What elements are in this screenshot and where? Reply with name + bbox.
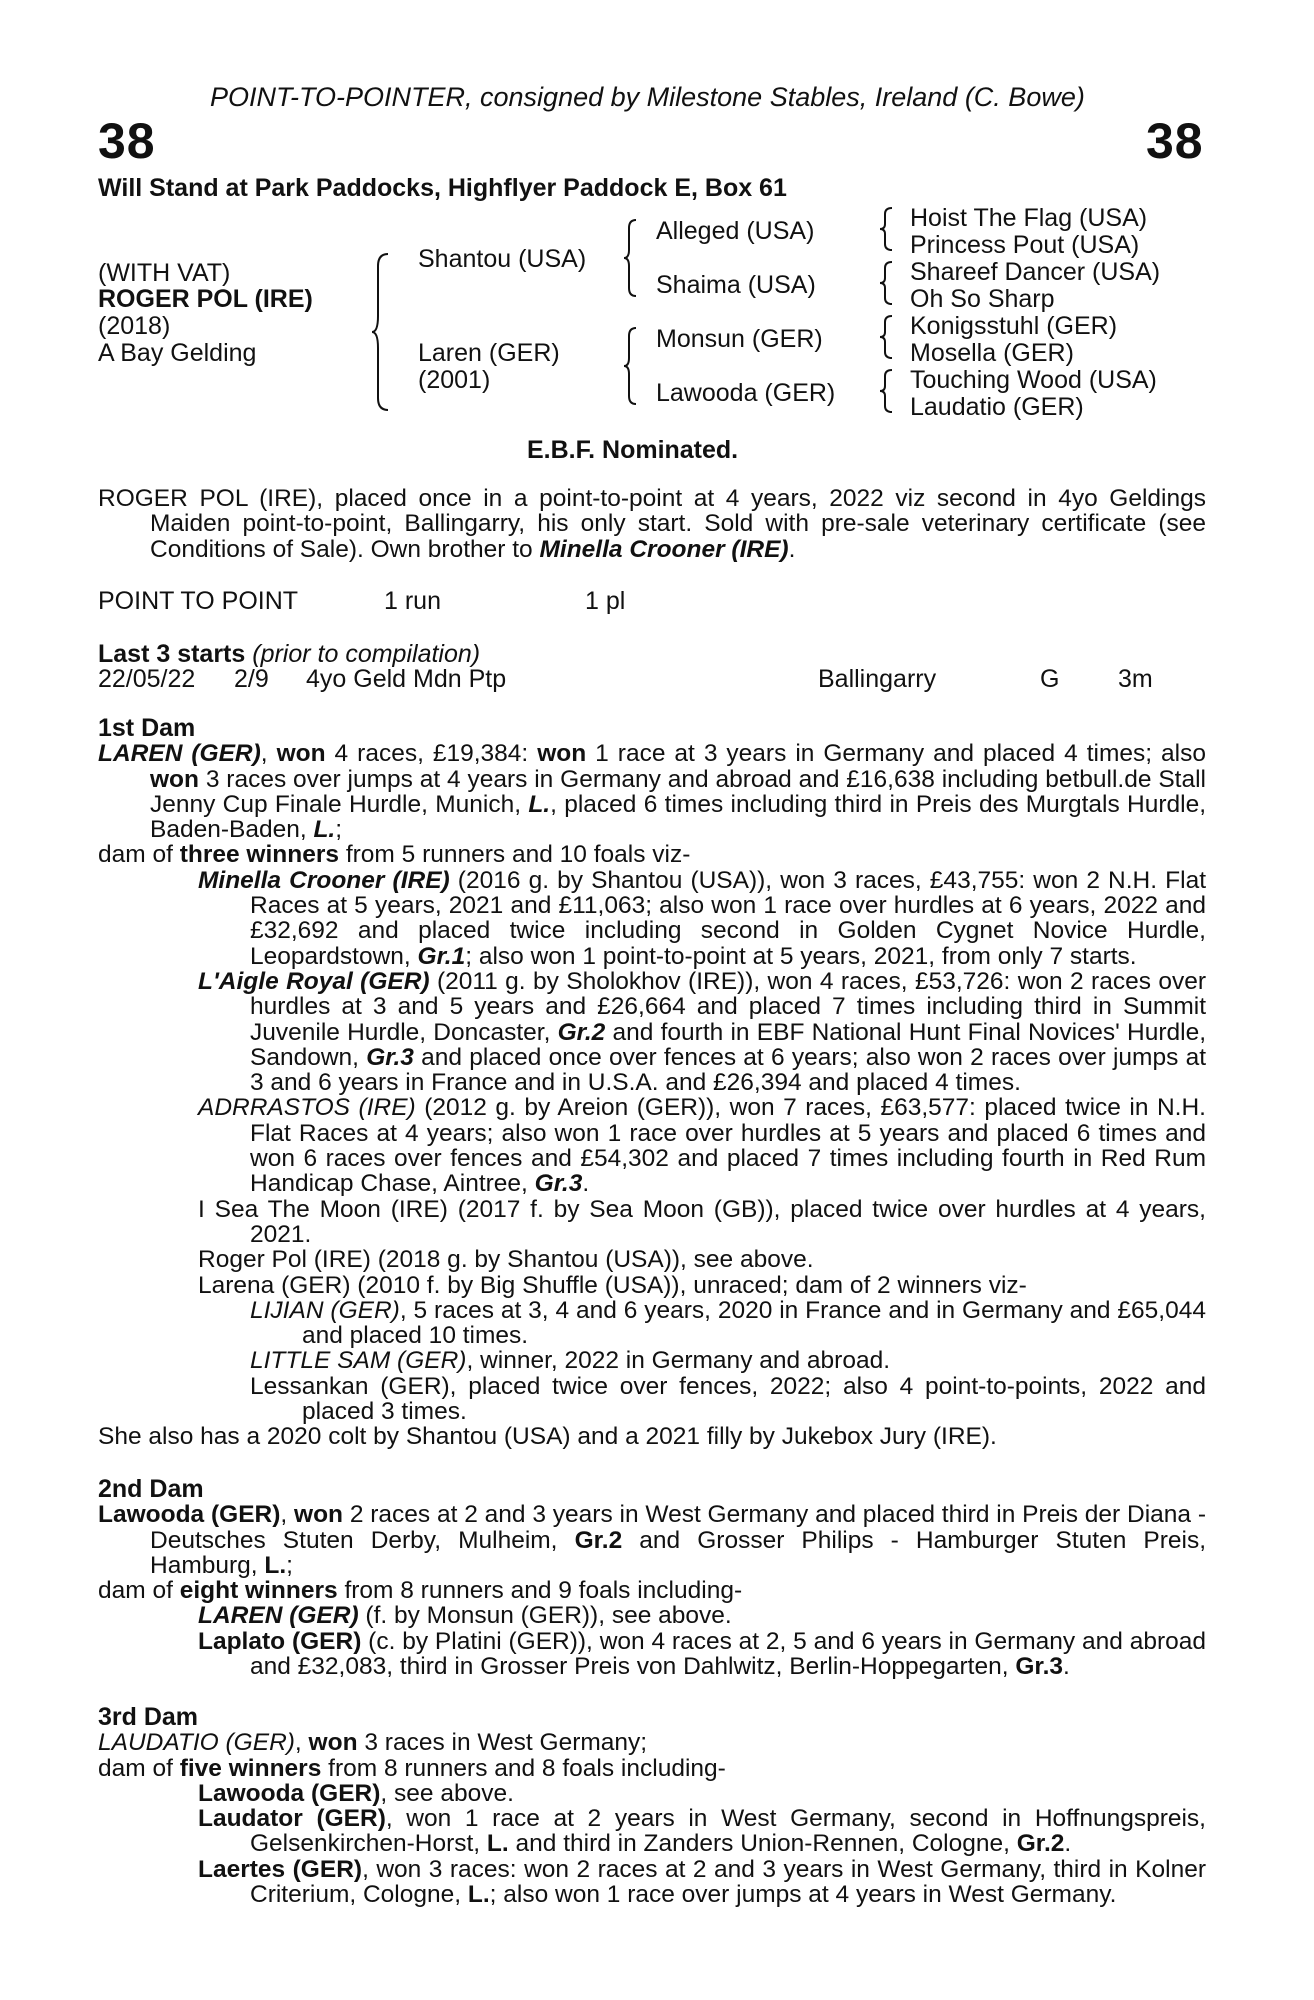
summary-brother: Minella Crooner (IRE) — [539, 535, 789, 563]
grade-mark: Gr.2 — [557, 1018, 606, 1046]
dam-dam-name: Lawooda (GER) — [656, 379, 836, 407]
gen3-3: Shareef Dancer (USA) — [910, 258, 1161, 286]
pedigree-brace-sire — [622, 218, 640, 298]
pedigree-brace-g4 — [878, 368, 896, 414]
dam-name: Laren (GER) — [418, 339, 560, 367]
grade-mark: Gr.2 — [1016, 1830, 1065, 1858]
stand-location: Will Stand at Park Paddocks, Highflyer Paddock E, Box 61 — [98, 174, 787, 202]
dam-of-text: from 8 runners and 8 foals including- — [321, 1754, 726, 1782]
ebf-nominated: E.B.F. Nominated. — [527, 436, 739, 464]
dam-of-winners: eight winners — [179, 1577, 338, 1605]
gen3-2: Princess Pout (USA) — [910, 231, 1140, 259]
foal-text: , see above. — [380, 1779, 514, 1807]
dam-of-text: from 8 runners and 9 foals including- — [337, 1577, 743, 1605]
first-dam-section: 1st Dam LAREN (GER), won 4 races, £19,384: won 1 race at 3 years in Germany and placed 4 times; also won 3 races over jumps at 4 years in Germany and abroad and £16,638 including betbull.de Stall Jenny Cup Finale Hurdle, Munich, L., placed 6 times including third in Preis des Murgtals Hurdle, Baden-Baden, L.; dam of three winners from 5 runners and 10 foals viz- Minella Crooner (IRE) (2016 g. by Shantou (USA)), won 3 races, £43,755: won 2 N.H. Flat Races at 5 years, 2021 and £11,063; also won 1 race over hurdles at 6 years, 2022 and £32,692 and placed twice including second in Golden Cygnet Novice Hurdle, Leopardstown, Gr.1; also won 1 point-to-point at 5 years, 2021, from only 7 starts. L'Aigle Royal (GER) (2011 g. by Sholokhov (IRE)), won 4 races, £53,726: won 2 races over hurdles at 3 and 5 years and £26,664 and placed 7 times including third in Summit Juvenile Hurdle, Doncaster, Gr.2 and fourth in EBF National Hunt Final Novices' Hurdle, Sandown, Gr.3 and placed once over fences at 6 years; also won 2 races over jumps at 3 and 6 years in France and in U.S.A. and £26,394 and placed 4 times. ADRRASTOS (IRE) (2012 g. by Areion (GER)), won 7 races, £63,577: placed twice in N.H. Flat Races at 4 years; also won 1 race over hurdles at 5 years and placed 6 times and won 6 races over fences and £54,302 and placed 7 times including fourth in Red Rum Handicap Chase, Aintree, Gr.3. I Sea The Moon (IRE) (2017 f. by Sea Moon (GB)), placed twice over hurdles at 4 years, 2021. Roger Pol (IRE) (2018 g. by Shantou (USA)), see above. Larena (GER) (2010 f. by Big Shuffle (USA)), unraced; dam of 2 winners viz- LIJIAN (GER), 5 races at 3, 4 and 6 years, 2020 in France and in Germany and £65,044 and placed 10 times. LITTLE SAM (GER), winner, 2022 in Germany and abroad. Lessankan (GER), placed twice over fences, 2022; also 4 point-to-points, 2022 and placed 3 times. She also has a 2020 colt by Shantou (USA) and a 2021 filly by Jukebox Jury (IRE). — [98, 714, 1207, 1451]
first-dam-title: 1st Dam — [98, 714, 196, 742]
second-dam-section: 2nd Dam Lawooda (GER), won 2 races at 2 and 3 years in West Germany and placed third in Preis der Diana - Deutsches Stuten Derby, Mulheim, Gr.2 and Grosser Philips - Hamburger Stuten Preis, Hamburg, L.; dam of eight winners from 8 runners and 9 foals including- LAREN (GER) (f. by Monsun (GER)), see above. Laplato (GER) (c. by Platini (GER)), won 4 races at 2, 5 and 6 years in Germany and abroad and £32,083, third in Grosser Preis von Dahlwitz, Berlin-Hoppegarten, Gr.3. — [98, 1475, 1206, 1681]
consignment-line: POINT-TO-POINTER, consigned by Milestone Stables, Ireland (C. Bowe) — [210, 82, 1085, 112]
third-dam-section: 3rd Dam LAUDATIO (GER), won 3 races in West Germany; dam of five winners from 8 runners and 8 foals including- Lawooda (GER), see above. Laudator (GER), won 1 race at 2 years in West Germany, second in Hoffnungspreis, Gelsenkirchen-Horst, L. and third in Zanders Union-Rennen, Cologne, Gr.2. Laertes (GER), won 3 races: won 2 races at 2 and 3 years in West Germany, third in Kolner Criterium, Cologne, L.; also won 1 race over jumps at 4 years in West Germany. — [98, 1703, 1206, 1909]
start-row-going: G — [1040, 665, 1060, 693]
foal-name: LAREN (GER) — [198, 1602, 359, 1630]
lot-number-left: 38 — [98, 113, 156, 169]
won-label: won — [276, 740, 326, 768]
foal-text: . — [1063, 1653, 1070, 1681]
grandfoal-text: , 5 races at 3, 4 and 6 years, 2020 in France and in Germany and £65,044 and placed 10 times. — [302, 1296, 1206, 1350]
dam1-text: ; — [335, 816, 343, 844]
start-row-date: 22/05/22 — [98, 665, 196, 693]
foal-name: Laudator (GER) — [198, 1805, 386, 1833]
second-dam-title: 2nd Dam — [98, 1475, 204, 1503]
summary-text: ROGER POL (IRE), placed once in a point-to-point at 4 years, 2022 viz second in 4yo Geldings Maiden point-to-point, Ballingarry, his only start. Sold with pre-sale veterinary certificate (see Conditions of Sale). Own brother to — [98, 485, 1206, 563]
gen3-7: Touching Wood (USA) — [910, 366, 1157, 394]
horse-name: ROGER POL (IRE) — [98, 285, 313, 313]
third-dam-name: LAUDATIO (GER) — [98, 1729, 295, 1757]
pedigree-brace-main — [370, 252, 392, 412]
summary-end: . — [788, 535, 796, 563]
grade-mark: Gr.3 — [366, 1043, 414, 1071]
grandfoal-entry: Lessankan (GER), placed twice over fences, 2022; also 4 point-to-points, 2022 and placed 3 times. — [250, 1372, 1206, 1426]
sire-dam-name: Shaima (USA) — [656, 271, 816, 299]
foal-text: and third in Zanders Union-Rennen, Cologne, — [508, 1830, 1017, 1858]
dam-sire-name: Monsun (GER) — [656, 325, 823, 353]
grandfoal-name: LIJIAN (GER) — [250, 1296, 400, 1324]
foal-entry: Larena (GER) (2010 f. by Big Shuffle (USA)), unraced; dam of 2 winners viz- — [198, 1271, 1027, 1299]
foal-text: ; also won 1 point-to-point at 5 years, 2021, from only 7 starts. — [465, 942, 1137, 970]
foal-text: (2011 g. by Sholokhov (IRE)), won 4 races, £53,726: won 2 races over hurdles at 3 and 5 years and £26,664 and placed 7 times including third in Summit Juvenile Hurdle, Doncaster, — [250, 967, 1206, 1046]
listed-mark: L. — [528, 790, 551, 818]
third-dam-title: 3rd Dam — [98, 1703, 199, 1731]
listed-mark: L. — [486, 1830, 509, 1858]
gen3-8: Laudatio (GER) — [910, 393, 1084, 421]
sire-sire-name: Alleged (USA) — [656, 217, 815, 245]
won-label: won — [294, 1501, 344, 1529]
dam1-text: , placed 6 times including third in Preis des Murgtals Hurdle, Baden-Baden, — [150, 790, 1206, 844]
grade-mark: Gr.3 — [534, 1170, 583, 1198]
dam-of-text: from 5 runners and 10 foals viz- — [339, 841, 691, 869]
dam2-text: 2 races at 2 and 3 years in West Germany and placed third in Preis der Diana - Deutsches Stuten Derby, Mulheim, — [150, 1501, 1206, 1554]
sire-name: Shantou (USA) — [418, 245, 587, 273]
pedigree-brace-g1 — [878, 206, 896, 252]
start-row-race: 4yo Geld Mdn Ptp — [306, 665, 507, 693]
dam2-text: ; — [286, 1551, 293, 1579]
foal-text: (f. by Monsun (GER)), see above. — [358, 1602, 732, 1630]
foal-text: . — [582, 1170, 590, 1198]
foal-text: ; also won 1 race over jumps at 4 years in West Germany. — [489, 1881, 1117, 1909]
dam-of-winners: three winners — [179, 841, 340, 869]
won-label: won — [150, 765, 199, 793]
start-row-course: Ballingarry — [818, 665, 937, 693]
dam2-text: and Grosser Philips - Hamburger Stuten Preis, Hamburg, — [150, 1526, 1206, 1579]
foal-text: . — [1064, 1830, 1072, 1858]
foal-text: and placed once over fences at 6 years; also won 2 races over jumps at 3 and 6 years in France and in U.S.A. and £26,394 and placed 4 times. — [250, 1043, 1206, 1097]
second-dam-name: Lawooda (GER) — [98, 1501, 281, 1529]
foal-text: (c. by Platini (GER)), won 4 races at 2, 5 and 6 years in Germany and abroad and £32,083, third in Grosser Preis von Dahlwitz, Berlin-Hoppegarten, — [250, 1627, 1206, 1681]
listed-mark: L. — [313, 816, 336, 844]
dam1-text: 1 race at 3 years in Germany and placed 4 times; also — [586, 740, 1206, 768]
record-placed: 1 pl — [585, 587, 626, 615]
grandfoal-name: LITTLE SAM (GER) — [250, 1347, 467, 1375]
horse-description: A Bay Gelding — [98, 339, 257, 367]
foal-entry: I Sea The Moon (IRE) (2017 f. by Sea Moon (GB)), placed twice over hurdles at 4 years, 2021. — [198, 1195, 1206, 1248]
pedigree-brace-g2 — [878, 260, 896, 306]
dam-of-winners: five winners — [179, 1754, 322, 1782]
record-type: POINT TO POINT — [98, 587, 299, 615]
foal-name: Minella Crooner (IRE) — [198, 866, 450, 894]
foal-text: (2012 g. by Areion (GER)), won 7 races, £63,577: placed twice in N.H. Flat Races at 4 years; also won 1 race over hurdles at 5 years and placed 6 times and won 6 races over fences and £54,302 and placed 7 times including fourth in Red Rum Handicap Chase, Aintree, — [250, 1094, 1206, 1198]
vat-label: (WITH VAT) — [98, 259, 231, 287]
dam-of-text: dam of — [98, 1754, 180, 1782]
foal-name: ADRRASTOS (IRE) — [198, 1094, 416, 1122]
foal-text: (2016 g. by Shantou (USA)), won 3 races, £43,755: won 2 N.H. Flat Races at 5 years, 2021 and £11,063; also won 1 race over hurdles at 6 years, 2022 and £32,692 and placed twice including second in Golden Cygnet Novice Hurdle, Leopardstown, — [250, 866, 1206, 970]
foal-entry: Roger Pol (IRE) (2018 g. by Shantou (USA)), see above. — [198, 1246, 814, 1274]
last-starts-note: (prior to compilation) — [252, 640, 481, 668]
foal-text: , won 1 race at 2 years in West Germany, second in Hoffnungspreis, Gelsenkirchen-Horst, — [250, 1805, 1206, 1858]
dam1-text: 4 races, £19,384: — [325, 740, 538, 768]
dam-year: (2001) — [418, 366, 491, 394]
record-runs: 1 run — [384, 587, 441, 615]
listed-mark: L. — [264, 1551, 287, 1579]
gen3-6: Mosella (GER) — [910, 339, 1074, 367]
grade-mark: Gr.3 — [1015, 1653, 1064, 1681]
foal-name: L'Aigle Royal (GER) — [198, 967, 430, 995]
grade-mark: Gr.1 — [417, 942, 466, 970]
dam-of-text: dam of — [98, 841, 180, 869]
foal-text: , won 3 races: won 2 races at 2 and 3 years in West Germany, third in Kolner Criterium, Cologne, — [250, 1855, 1206, 1909]
lot-number-right: 38 — [1146, 113, 1204, 169]
horse-summary — [98, 486, 1206, 562]
grade-mark: Gr.2 — [574, 1526, 623, 1554]
dam3-text: 3 races in West Germany; — [357, 1729, 648, 1757]
gen3-4: Oh So Sharp — [910, 285, 1055, 313]
foal-name: Lawooda (GER) — [198, 1779, 381, 1807]
dam1-also: She also has a 2020 colt by Shantou (USA) and a 2021 filly by Jukebox Jury (IRE). — [98, 1423, 997, 1451]
foal-text: and fourth in EBF National Hunt Final Novices' Hurdle, Sandown, — [250, 1018, 1207, 1071]
first-dam-name: LAREN (GER) — [98, 740, 261, 768]
grandfoal-text: , winner, 2022 in Germany and abroad. — [466, 1347, 891, 1375]
foal-name: Laplato (GER) — [198, 1627, 362, 1655]
foal-name: Laertes (GER) — [198, 1855, 363, 1883]
last-starts-title: Last 3 starts — [98, 640, 246, 668]
horse-year: (2018) — [98, 312, 171, 340]
dam-of-text: dam of — [98, 1577, 180, 1605]
won-label: won — [308, 1729, 358, 1757]
won-label: won — [537, 740, 587, 768]
start-row-distance: 3m — [1118, 665, 1153, 693]
pedigree-brace-dam — [622, 326, 640, 406]
start-row-pos: 2/9 — [234, 665, 269, 693]
pedigree-brace-g3 — [878, 314, 896, 360]
gen3-5: Konigsstuhl (GER) — [910, 312, 1118, 340]
listed-mark: L. — [467, 1881, 490, 1909]
dam1-text: 3 races over jumps at 4 years in Germany and abroad and £16,638 including betbull.de Stall Jenny Cup Finale Hurdle, Munich, — [150, 765, 1206, 818]
gen3-1: Hoist The Flag (USA) — [910, 204, 1148, 232]
